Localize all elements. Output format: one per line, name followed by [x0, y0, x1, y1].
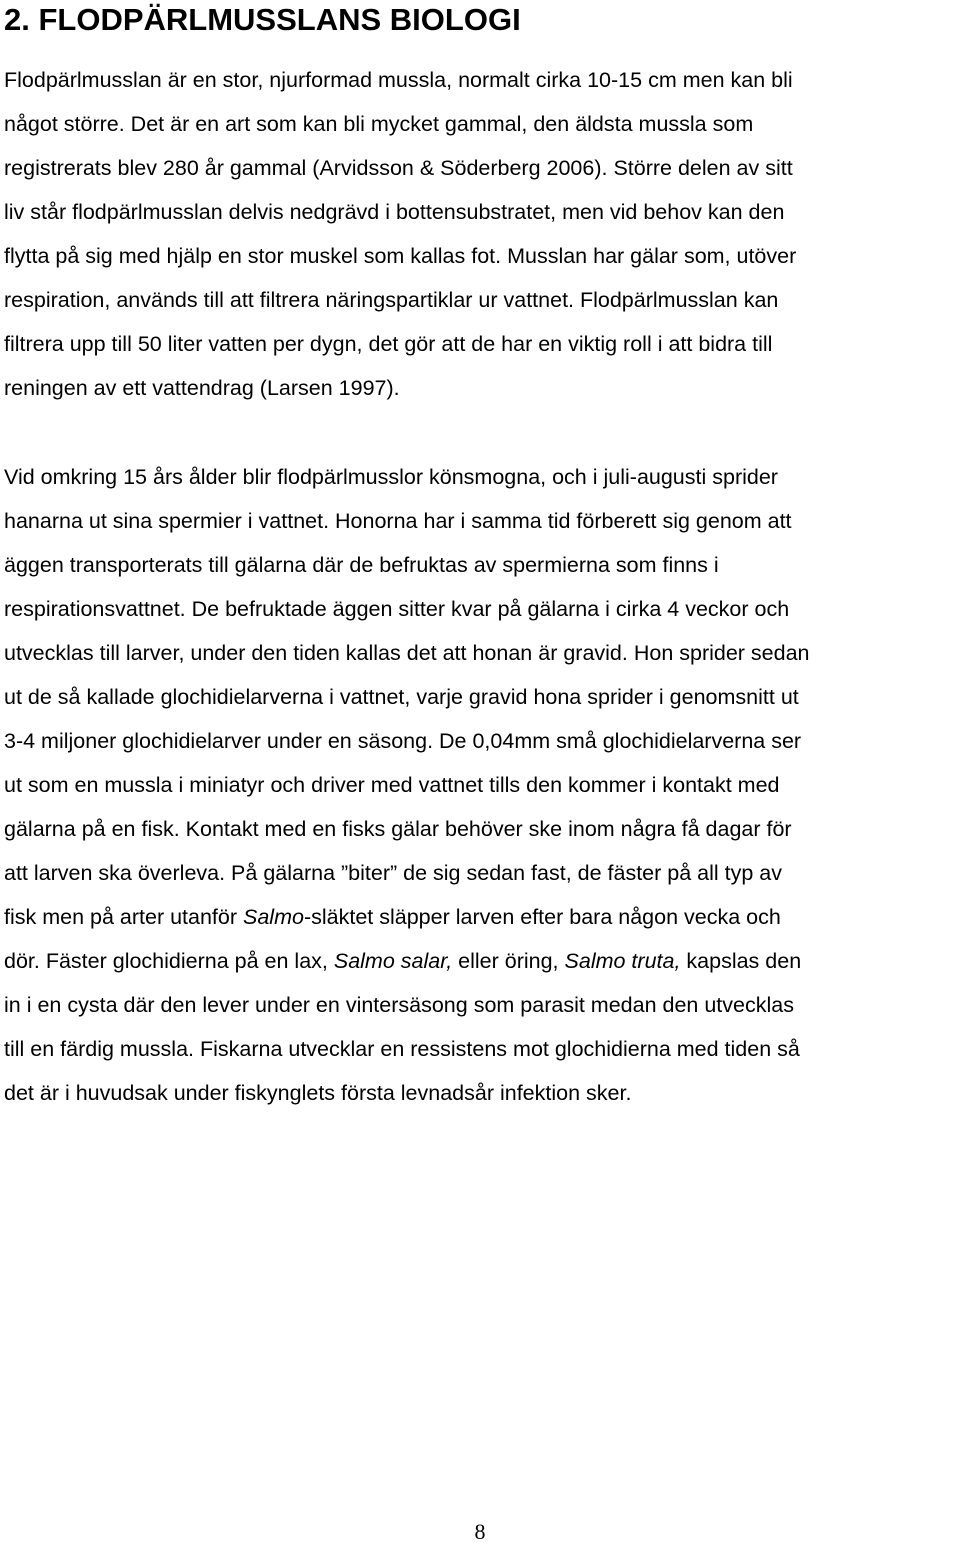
text-line	[4, 895, 960, 939]
text-run: fisk men på arter utanför	[4, 905, 243, 929]
text-line	[4, 763, 960, 807]
text-run: utvecklas till larver, under den tiden kallas det att honan är gravid. Hon sprider sedan	[4, 641, 810, 665]
text-run: hanarna ut sina spermier i vattnet. Honorna har i samma tid förberett sig genom att	[4, 509, 792, 533]
text-run: att larven ska överleva. På gälarna ”biter” de sig sedan fast, de fäster på all typ av	[4, 861, 782, 885]
text-line	[4, 278, 960, 322]
text-run: Flodpärlmusslan är en stor, njurformad mussla, normalt cirka 10-15 cm men kan bli	[4, 68, 793, 92]
text-line	[4, 983, 960, 1027]
text-run: kapslas den	[680, 949, 802, 973]
text-run: till en färdig mussla. Fiskarna utvecklar en ressistens mot glochidierna med tiden så	[4, 1037, 800, 1061]
text-line	[4, 499, 960, 543]
text-line	[4, 807, 960, 851]
text-line	[4, 146, 960, 190]
text-line	[4, 851, 960, 895]
text-run: det är i huvudsak under fiskynglets första levnadsår infektion sker.	[4, 1081, 632, 1105]
text-run: äggen transporterats till gälarna där de befruktas av spermierna som finns i	[4, 553, 719, 577]
text-run: flytta på sig med hjälp en stor muskel som kallas fot. Musslan har gälar som, utöver	[4, 244, 797, 268]
text-line	[4, 190, 960, 234]
text-line	[4, 939, 960, 983]
text-run: Vid omkring 15 års ålder blir flodpärlmusslor könsmogna, och i juli-augusti sprider	[4, 465, 778, 489]
paragraph-1	[4, 58, 960, 410]
text-run: in i en cysta där den lever under en vintersäsong som parasit medan den utvecklas	[4, 993, 794, 1017]
page-number: 8	[474, 1519, 486, 1544]
text-line	[4, 366, 960, 410]
paragraph-2	[4, 455, 960, 1115]
text-line	[4, 675, 960, 719]
text-line	[4, 102, 960, 146]
text-line	[4, 719, 960, 763]
text-line	[4, 631, 960, 675]
text-run: dör. Fäster glochidierna på en lax,	[4, 949, 334, 973]
text-line	[4, 58, 960, 102]
text-run: respirationsvattnet. De befruktade äggen sitter kvar på gälarna i cirka 4 veckor och	[4, 597, 790, 621]
text-run: 3-4 miljoner glochidielarver under en säsong. De 0,04mm små glochidielarverna ser	[4, 729, 802, 753]
text-run: filtrera upp till 50 liter vatten per dygn, det gör att de har en viktig roll i att bidra till	[4, 332, 773, 356]
italic-text-run: Salmo truta,	[564, 949, 681, 973]
text-run: respiration, används till att filtrera näringspartiklar ur vattnet. Flodpärlmusslan kan	[4, 288, 779, 312]
text-run: något större. Det är en art som kan bli mycket gammal, den äldsta mussla som	[4, 112, 754, 136]
text-run: -släktet släpper larven efter bara någon vecka och	[303, 905, 781, 929]
text-run: reningen av ett vattendrag (Larsen 1997).	[4, 376, 400, 400]
text-run: eller öring,	[452, 949, 565, 973]
italic-text-run: Salmo	[243, 905, 304, 929]
text-line	[4, 1027, 960, 1071]
text-run: ut som en mussla i miniatyr och driver med vattnet tills den kommer i kontakt med	[4, 773, 780, 797]
text-line	[4, 587, 960, 631]
text-line	[4, 322, 960, 366]
text-line	[4, 455, 960, 499]
text-run: registrerats blev 280 år gammal (Arvidsson & Söderberg 2006). Större delen av sitt	[4, 156, 793, 180]
italic-text-run: Salmo salar,	[333, 949, 453, 973]
text-line	[4, 543, 960, 587]
text-run: liv står flodpärlmusslan delvis nedgrävd i bottensubstratet, men vid behov kan den	[4, 200, 785, 224]
section-heading: 2. FLODPÄRLMUSSLANS BIOLOGI	[4, 2, 521, 37]
text-line	[4, 234, 960, 278]
text-run: ut de så kallade glochidielarverna i vattnet, varje gravid hona sprider i genomsnitt ut	[4, 685, 799, 709]
text-line	[4, 1071, 960, 1115]
text-run: gälarna på en fisk. Kontakt med en fisks gälar behöver ske inom några få dagar för	[4, 817, 792, 841]
